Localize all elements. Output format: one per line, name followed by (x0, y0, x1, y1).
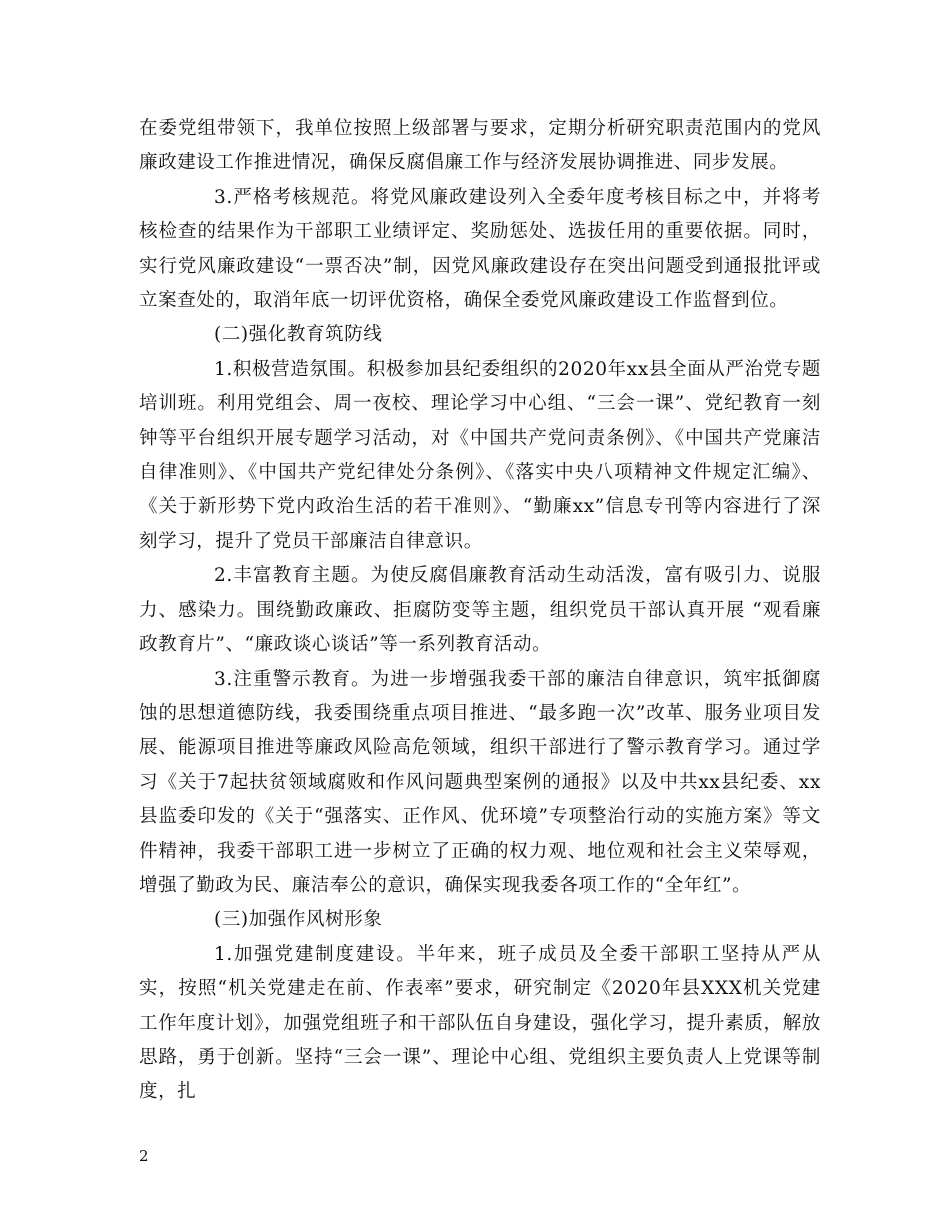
paragraph-item-party-building: 1.加强党建制度建设。半年来，班子成员及全委干部职工坚持从严从实，按照“机关党建走在前、作表率”要求，研究制定《2020年县XXX机关党建工作年度计划》，加强党组班子和干部队伍自身建设，强化学习，提升素质，解放思路，勇于创新。坚持“三会一课”、理论中心组、党组织主要负责人上党课等制度，扎 (139, 943, 821, 1103)
paragraph-item-strict-assessment: 3.严格考核规范。将党风廉政建设列入全委年度考核目标之中，并将考核检查的结果作为干部职工业绩评定、奖励惩处、选拔任用的重要依据。同时，实行党风廉政建设“一票否决”制，因党风廉政建设存在突出问题受到通报批评或立案查处的，取消年底一切评优资格，确保全委党风廉政建设工作监督到位。 (139, 186, 821, 312)
paragraph-item-warning-education: 3.注重警示教育。为进一步增强我委干部的廉洁自律意识，筑牢抵御腐蚀的思想道德防线，我委围绕重点项目推进、“最多跑一次”改革、服务业项目发展、能源项目推进等廉政风险高危领域，组织干部进行了警示教育学习。通过学习《关于7起扶贫领域腐败和作风问题典型案例的通报》以及中共xx县纪委、xx县监委印发的《关于“强落实、正作风、优环境”专项整治行动的实施方案》等文件精神，我委干部职工进一步树立了正确的权力观、地位观和社会主义荣辱观，增强了勤政为民、廉洁奉公的意识，确保实现我委各项工作的“全年红”。 (139, 668, 821, 896)
paragraph-item-atmosphere: 1.积极营造氛围。积极参加县纪委组织的2020年xx县全面从严治党专题培训班。利用党组会、周一夜校、理论学习中心组、“三会一课”、党纪教育一刻钟等平台组织开展专题学习活动，对《中国共产党问责条例》、《中国共产党廉洁自律准则》、《中国共产党纪律处分条例》、《落实中央八项精神文件规定汇编》、《关于新形势下党内政治生活的若干准则》、“勤廉xx”信息专刊等内容进行了深刻学习，提升了党员干部廉洁自律意识。 (139, 358, 821, 552)
paragraph-item-education-themes: 2.丰富教育主题。为使反腐倡廉教育活动生动活泼，富有吸引力、说服力、感染力。围绕勤政廉政、拒腐防变等主题，组织党员干部认真开展 “观看廉政教育片”、“廉政谈心谈话”等一系列教育活动。 (139, 565, 821, 656)
paragraph-continuation: 在委党组带领下，我单位按照上级部署与要求，定期分析研究职责范围内的党风廉政建设工作推进情况，确保反腐倡廉工作与经济发展协调推进、同步发展。 (139, 118, 821, 174)
page-number: 2 (139, 1147, 149, 1165)
section-heading-work-style: (三)加强作风树形象 (214, 909, 383, 931)
document-body (139, 112, 821, 1110)
section-heading-education: (二)强化教育筑防线 (214, 324, 383, 346)
